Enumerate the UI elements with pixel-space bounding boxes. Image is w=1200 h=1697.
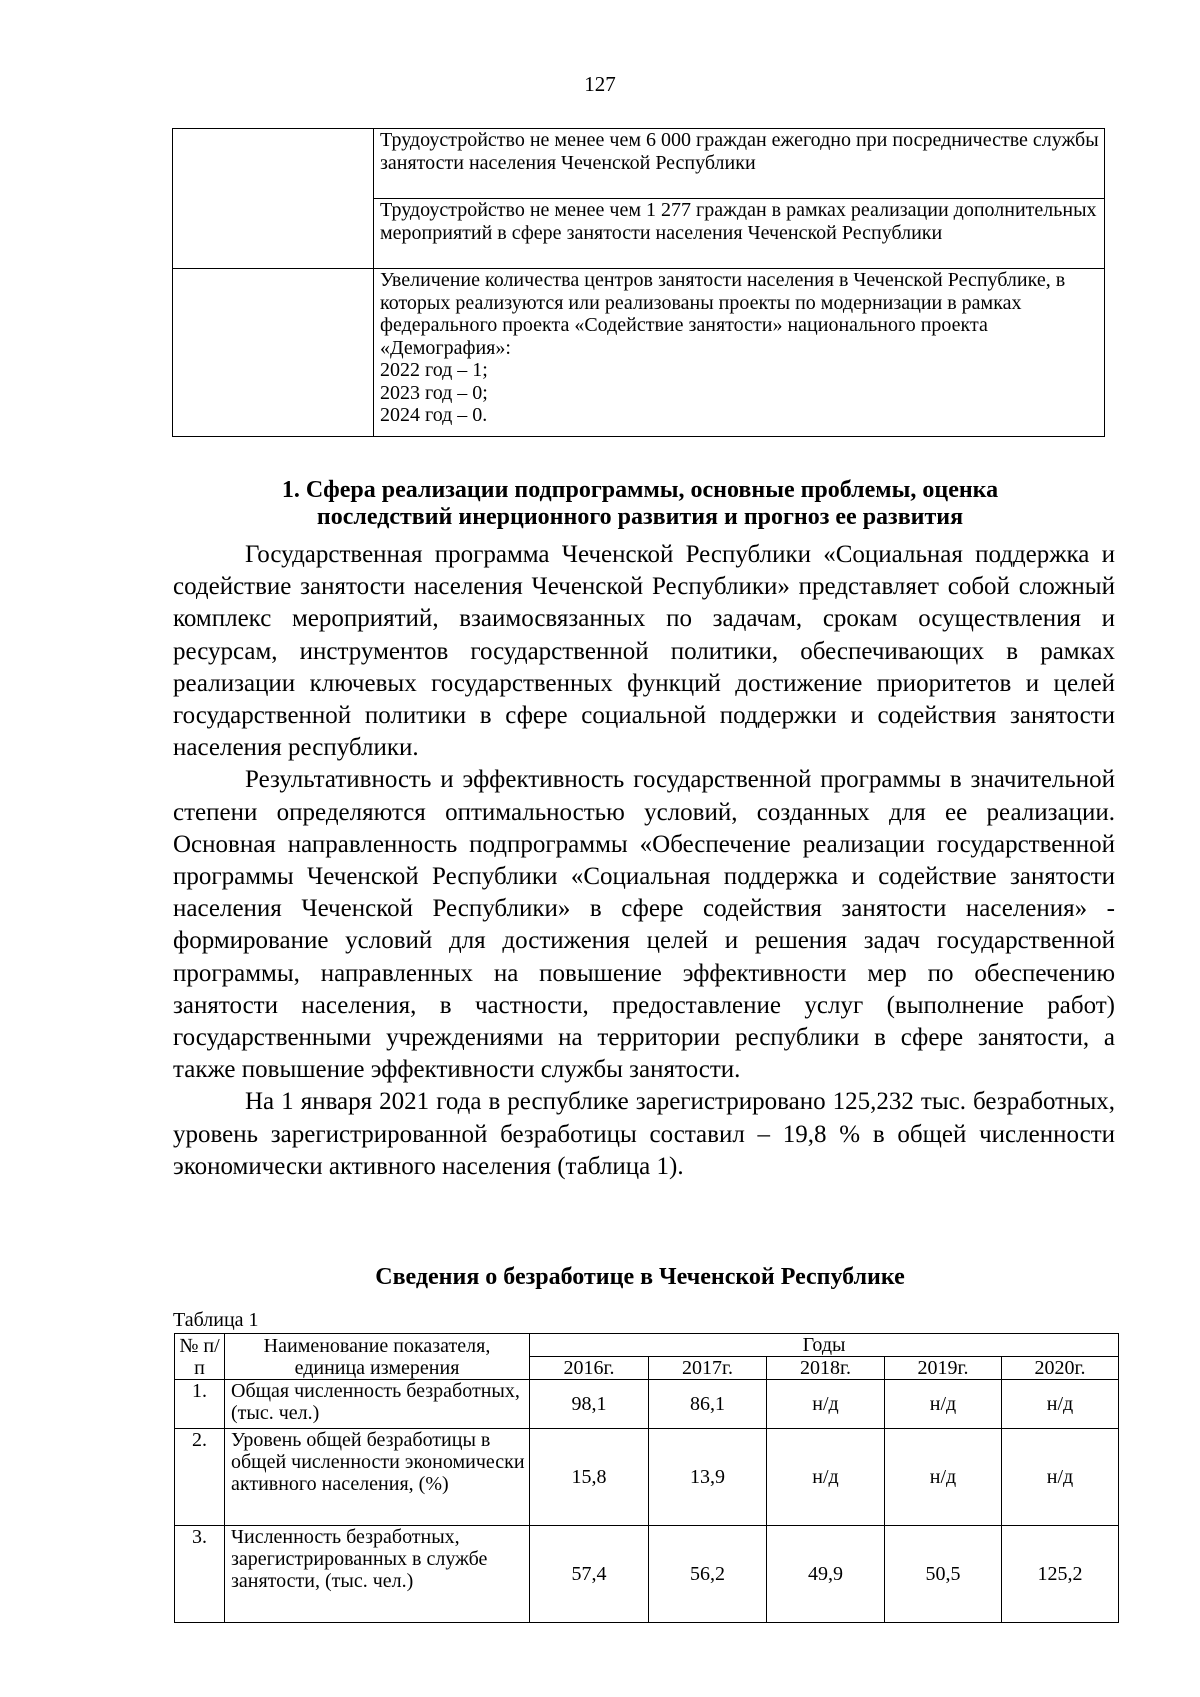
row-value: 57,4 — [530, 1526, 649, 1623]
header-no: № п/п — [175, 1334, 225, 1380]
row-value: 15,8 — [530, 1429, 649, 1526]
body-text — [173, 539, 1115, 1183]
header-year: 2017г. — [649, 1357, 767, 1380]
table-header-row — [175, 1334, 1119, 1357]
row-value: 86,1 — [649, 1380, 767, 1429]
row-name: Общая численность безработных, (тыс. чел.) — [225, 1380, 530, 1429]
table-row — [175, 1429, 1119, 1526]
table-label: Таблица 1 — [173, 1309, 259, 1331]
row-number: 3. — [175, 1526, 225, 1623]
table-row — [175, 1526, 1119, 1623]
paragraph: Государственная программа Чеченской Республики «Социальная поддержка и содействие занятости населения Чеченской Республики» представляет собой сложный комплекс мероприятий, взаимосвязанных по задачам, срокам осуществления и ресурсам, инструментов государственной политики, обеспечивающих в рамках реализации ключевых государственных функций достижение приоритетов и целей государственной политики в сфере социальной поддержки и содействия занятости населения республики. — [173, 541, 1115, 762]
row-value: 50,5 — [885, 1526, 1002, 1623]
header-year: 2020г. — [1002, 1357, 1119, 1380]
top-table — [172, 128, 1105, 437]
row-value: 125,2 — [1002, 1526, 1119, 1623]
row-value: н/д — [1002, 1380, 1119, 1429]
header-year: 2019г. — [885, 1357, 1002, 1380]
header-year: 2016г. — [530, 1357, 649, 1380]
table-cell-line: 2022 год – 1; — [380, 359, 488, 381]
empty-cell — [173, 129, 374, 269]
table-cell: Трудоустройство не менее чем 1 277 граждан в рамках реализации дополнительных мероприятий в сфере занятости населения Чеченской Республики — [374, 199, 1105, 269]
row-value: н/д — [885, 1429, 1002, 1526]
table-cell-line: Увеличение количества центров занятости населения в Чеченской Республике, в которых реализуются или реализованы проекты по модернизации в рамках федерального проекта «Содействие занятости» национального проекта «Демография»: — [380, 269, 1066, 359]
row-value: 98,1 — [530, 1380, 649, 1429]
header-name: Наименование показателя, единица измерения — [225, 1334, 530, 1380]
table-row — [173, 129, 1105, 199]
row-value: н/д — [1002, 1429, 1119, 1526]
section-heading-line: 1. Сфера реализации подпрограммы, основные проблемы, оценка — [281, 477, 999, 503]
table-cell — [374, 269, 1105, 437]
empty-cell — [173, 269, 374, 437]
paragraph: Результативность и эффективность государственной программы в значительной степени определяются оптимальностью условий, созданных для ее реализации. Основная направленность подпрограммы «Обеспечение реализации государственной программы Чеченской Республики «Социальная поддержка и содействие занятости населения Чеченской Республики» в сфере содействия занятости населения» - формирование условий для достижения целей и решения задач государственной программы, направленных на повышение эффективности мер по обеспечению занятости населения, в частности, предоставление услуг (выполнение работ) государственными учреждениями на территории республики в сфере занятости, а также повышение эффективности службы занятости. — [173, 766, 1115, 1084]
row-number: 1. — [175, 1380, 225, 1429]
row-value: н/д — [885, 1380, 1002, 1429]
row-number: 2. — [175, 1429, 225, 1526]
row-value: 49,9 — [767, 1526, 885, 1623]
page-number: 127 — [584, 72, 616, 96]
table-cell: Трудоустройство не менее чем 6 000 граждан ежегодно при посредничестве службы занятости населения Чеченской Республики — [374, 129, 1105, 199]
section-heading — [160, 477, 1120, 531]
row-name: Уровень общей безработицы в общей численности экономически активного населения, (%) — [225, 1429, 530, 1526]
table-title: Сведения о безработице в Чеченской Республике — [375, 1264, 905, 1290]
row-name: Численность безработных, зарегистрированных в службе занятости, (тыс. чел.) — [225, 1526, 530, 1623]
row-value: 13,9 — [649, 1429, 767, 1526]
table-cell-line: 2023 год – 0; — [380, 381, 488, 404]
table-cell-line: 2024 год – 0. — [380, 404, 488, 426]
section-heading-line: последствий инерционного развития и прогноз ее развития — [316, 504, 964, 530]
row-value: н/д — [767, 1380, 885, 1429]
row-value: 56,2 — [649, 1526, 767, 1623]
header-year: 2018г. — [767, 1357, 885, 1380]
table-row — [175, 1380, 1119, 1429]
table-row — [173, 269, 1105, 437]
row-value: н/д — [767, 1429, 885, 1526]
unemployment-table — [174, 1333, 1119, 1623]
paragraph: На 1 января 2021 года в республике зарегистрировано 125,232 тыс. безработных, уровень зарегистрированной безработицы составил – 19,8 % в общей численности экономически активного населения (таблица 1). — [173, 1088, 1115, 1180]
header-years: Годы — [530, 1334, 1119, 1357]
